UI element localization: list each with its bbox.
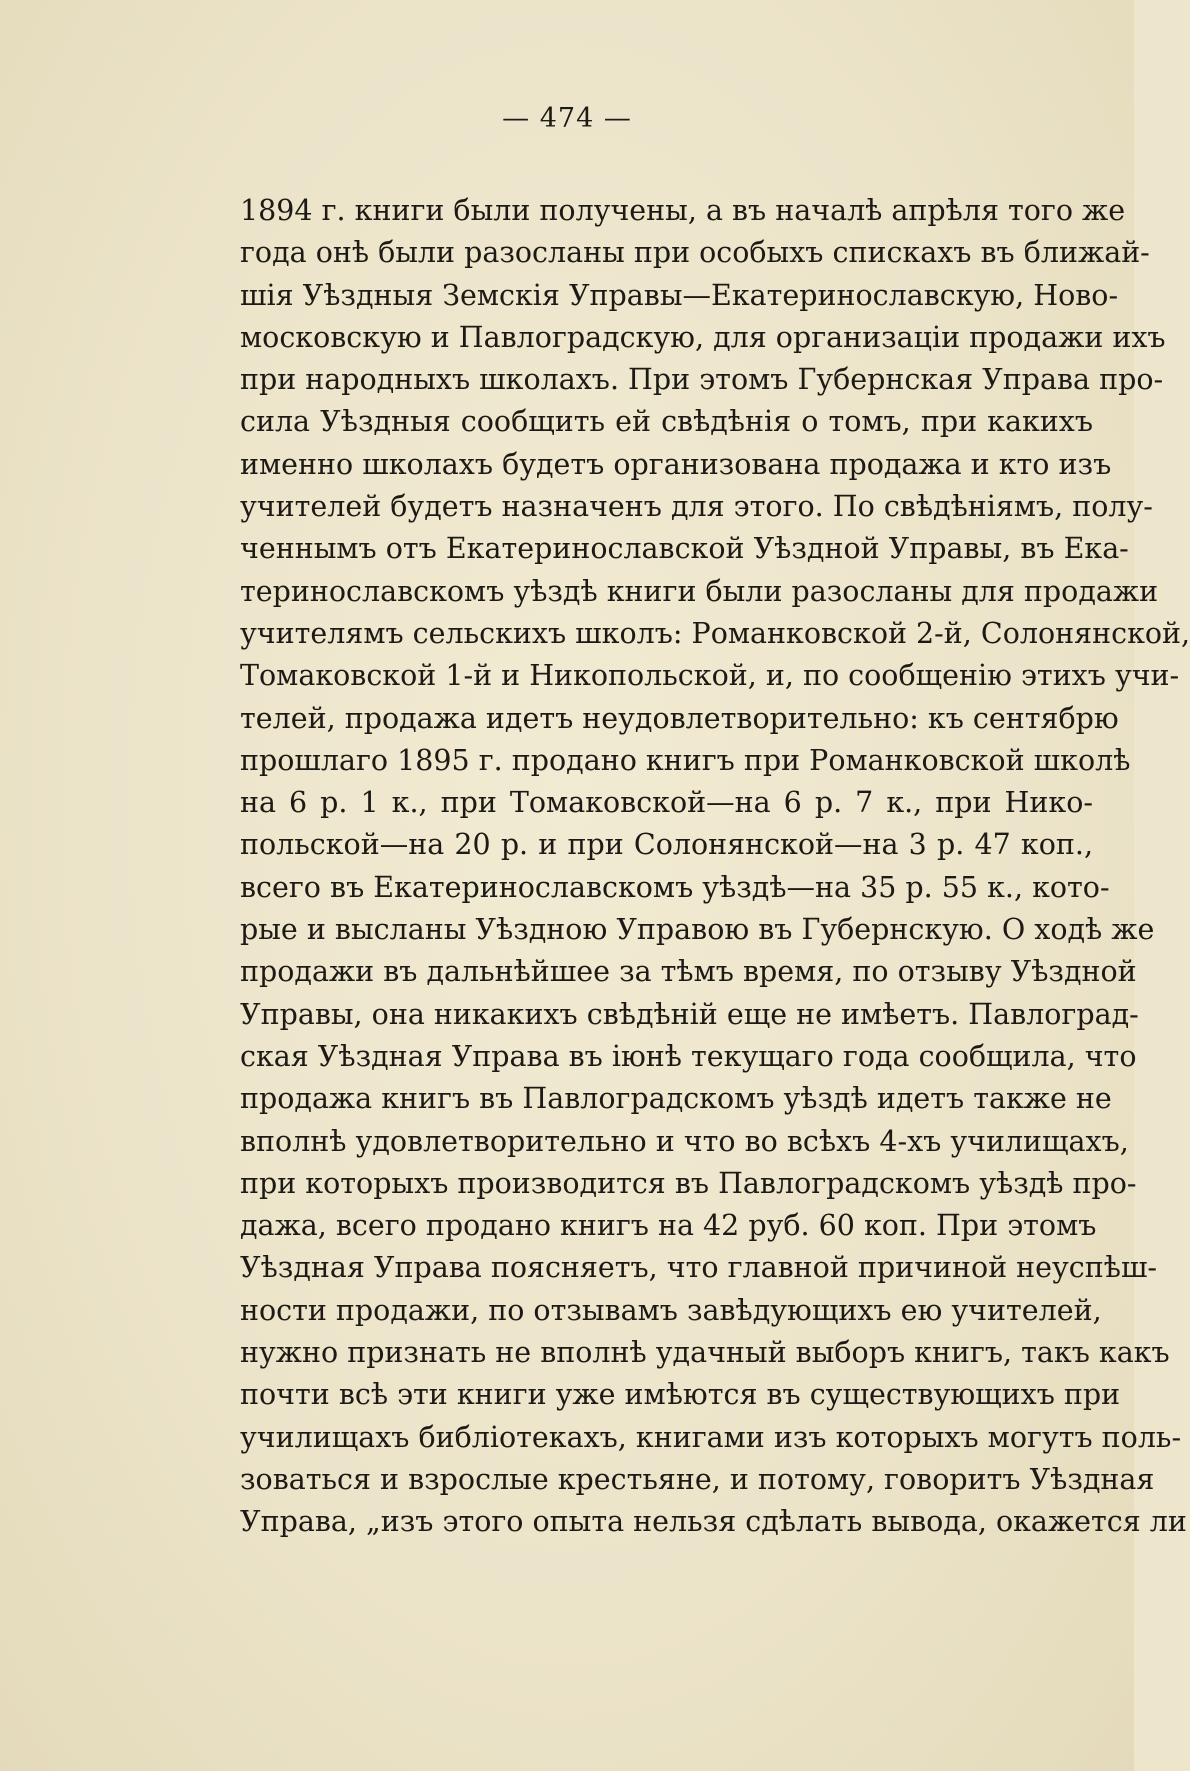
text-line: 1894 г. книги были получены, а въ началѣ апрѣля того же xyxy=(240,194,1126,227)
text-line: нужно признать не вполнѣ удачный выборъ книгъ, такъ какъ xyxy=(240,1336,1170,1370)
text-line: при которыхъ производится въ Павлоградскомъ уѣздѣ про- xyxy=(240,1166,1137,1200)
text-line: училищахъ библіотекахъ, книгами изъ которыхъ могутъ поль- xyxy=(240,1420,1182,1454)
text-line: теринославскомъ уѣздѣ книги были разосланы для продажи xyxy=(240,574,1159,608)
text-line: именно школахъ будетъ организована продажа и кто изъ xyxy=(240,447,1112,481)
text-line: года онѣ были разосланы при особыхъ спискахъ въ ближай- xyxy=(240,236,1150,270)
text-line: учителямъ сельскихъ школъ: Романковской 2-й, Солонянской, xyxy=(240,616,1190,650)
text-line: Управы, она никакихъ свѣдѣній еще не имѣетъ. Павлоград- xyxy=(240,997,1139,1031)
text-line: Уѣздная Управа поясняетъ, что главной причиной неуспѣш- xyxy=(240,1251,1158,1285)
text-line: московскую и Павлоградскую, для организаціи продажи ихъ xyxy=(240,320,1166,354)
page-number: — 474 — xyxy=(502,103,632,134)
body-text xyxy=(240,190,1190,1544)
text-line: при народныхъ школахъ. При этомъ Губернская Управа про- xyxy=(240,363,1164,397)
text-line: учителей будетъ назначенъ для этого. По свѣдѣніямъ, полу- xyxy=(240,490,1153,524)
text-line: продажи въ дальнѣйшее за тѣмъ время, по отзыву Уѣздной xyxy=(240,955,1137,989)
text-line: ченнымъ отъ Екатеринославской Уѣздной Управы, въ Ека- xyxy=(240,532,1129,566)
text-line: вполнѣ удовлетворительно и что во всѣхъ 4-хъ училищахъ, xyxy=(240,1124,1129,1158)
text-line: всего въ Екатеринославскомъ уѣздѣ—на 35 р. 55 к., кото- xyxy=(240,870,1110,904)
text-line: зоваться и взрослые крестьяне, и потому, говоритъ Уѣздная xyxy=(240,1462,1155,1496)
text-line: шія Уѣздныя Земскія Управы—Екатеринославскую, Ново- xyxy=(240,278,1119,312)
text-line: продажа книгъ въ Павлоградскомъ уѣздѣ идетъ также не xyxy=(240,1082,1112,1116)
text-line: прошлаго 1895 г. продано книгъ при Романковской школѣ xyxy=(240,743,1131,777)
text-line: ности продажи, по отзывамъ завѣдующихъ ею учителей, xyxy=(240,1293,1102,1327)
text-line: на 6 р. 1 к., при Томаковской—на 6 р. 7 к., при Нико- xyxy=(240,786,1093,820)
text-line: почти всѣ эти книги уже имѣются въ существующихъ при xyxy=(240,1378,1121,1412)
text-line: телей, продажа идетъ неудовлетворительно: къ сентябрю xyxy=(240,701,1119,735)
text-line: польской—на 20 р. и при Солонянской—на 3 р. 47 коп., xyxy=(240,828,1093,862)
text-line: Управа, „изъ этого опыта нельзя сдѣлать вывода, окажется ли xyxy=(240,1505,1187,1539)
text-line: рые и высланы Уѣздною Управою въ Губернскую. О ходѣ же xyxy=(240,913,1155,947)
text-line: Томаковской 1-й и Никопольской, и, по сообщенію этихъ учи- xyxy=(240,659,1180,693)
text-line: ская Уѣздная Управа въ іюнѣ текущаго года сообщила, что xyxy=(240,1039,1137,1073)
text-line: дажа, всего продано книгъ на 42 руб. 60 коп. При этомъ xyxy=(240,1209,1097,1243)
text-line: сила Уѣздныя сообщить ей свѣдѣнія о томъ, при какихъ xyxy=(240,405,1093,439)
